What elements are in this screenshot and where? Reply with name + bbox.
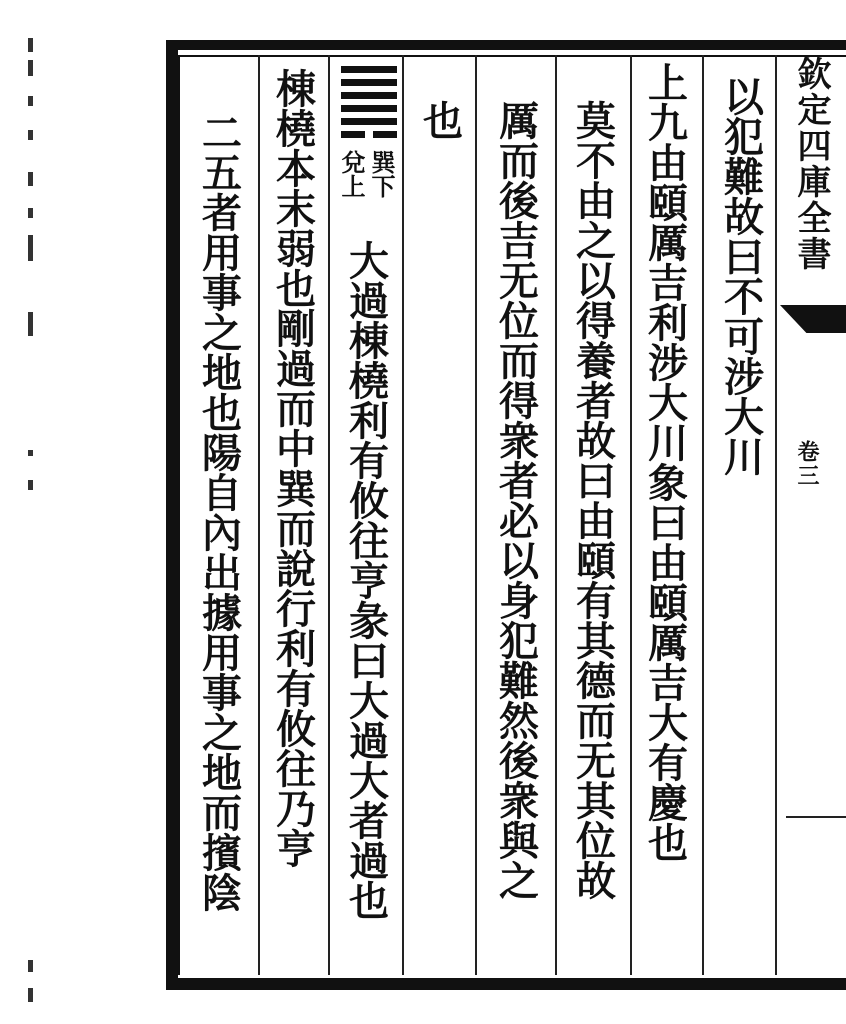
column-rule: [328, 55, 330, 975]
column-text: 以犯難故曰不可涉大川: [717, 76, 765, 476]
column-rule: [630, 55, 632, 975]
column-text: 也: [416, 100, 464, 140]
column-rule: [555, 55, 557, 975]
text-column-4: [493, 100, 538, 900]
hexagram-da-guo-symbol: [341, 66, 397, 144]
upper-trigram-text: 兌上: [337, 150, 366, 198]
column-text: 厲而後吉无位而得衆者必以身犯難然後衆與之: [492, 100, 540, 900]
upper-trigram-note: [338, 150, 364, 198]
yang-line: [341, 118, 397, 125]
volume-label: 卷三: [794, 440, 820, 488]
lower-trigram-text: 巽下: [367, 150, 396, 198]
column-rule: [402, 55, 404, 975]
text-column-1: [718, 76, 763, 476]
column-rule: [702, 55, 704, 975]
column-text: 莫不由之以得養者故曰由頤有其德而无其位故: [569, 100, 617, 900]
column-rule: [775, 55, 777, 975]
text-column-5: [417, 100, 462, 140]
book-title: 欽定四庫全書: [791, 56, 831, 272]
lower-trigram-note: [368, 150, 394, 198]
column-rule: [258, 55, 260, 975]
yang-line: [341, 105, 397, 112]
column-text: 二五者用事之地也陽自內出據用事之地而擯陰: [195, 112, 243, 912]
yang-line: [341, 79, 397, 86]
yang-line: [341, 66, 397, 73]
column-rule: [475, 55, 477, 975]
column-text: 大過棟橈利有攸往亨彖曰大過大者過也: [342, 240, 390, 920]
text-column-8: [196, 112, 241, 912]
yang-line: [341, 92, 397, 99]
column-text: 上九由頤厲吉利涉大川象曰由頤厲吉大有慶也: [641, 62, 689, 862]
yin-line: [341, 131, 397, 138]
text-column-3: [570, 100, 615, 900]
scan-margin-marks: [28, 30, 40, 1020]
text-column-6: [343, 240, 388, 920]
column-text: 棟橈本末弱也剛過而中巽而說行利有攸往乃亨: [269, 68, 317, 868]
text-column-2: [642, 62, 687, 862]
margin-rule: [786, 816, 846, 818]
text-column-7: [270, 68, 315, 868]
